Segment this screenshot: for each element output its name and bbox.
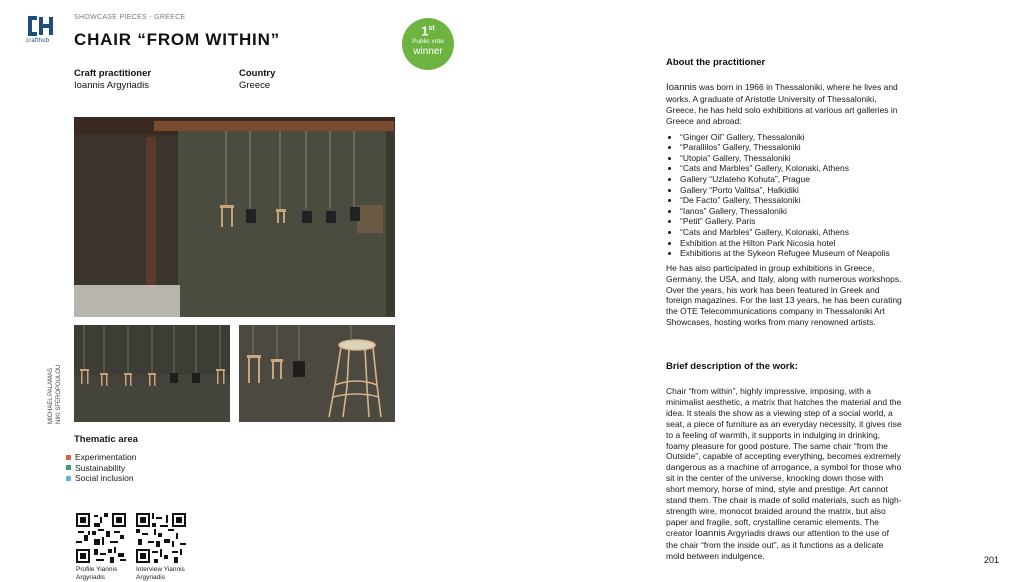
legend-item [66, 473, 136, 484]
badge-line2: winner [413, 46, 443, 58]
list-item: • “De Facto” Gallery, Thessaloniki [680, 195, 902, 206]
list-item: • Exhibitions at the Sykeon Refugee Museum of Neapolis [680, 248, 902, 259]
description-body [666, 386, 902, 562]
credit-line1: MICHAEL PALAMAS [48, 367, 54, 424]
about-section [666, 82, 902, 328]
gallery-hall-image [74, 117, 395, 317]
profile-qr-code[interactable] [76, 513, 126, 563]
qr-caption-line: Profile Yiannis [76, 566, 118, 573]
logo-text: crafthub [26, 38, 50, 44]
practitioner-label: Craft practitioner [74, 68, 152, 79]
list-item: • “Cats and Marbles” Gallery, Kolonaki, Athens [680, 163, 902, 174]
legend-label: Sustainability [75, 462, 126, 473]
list-item: • “Utopia” Gallery, Thessaloniki [680, 153, 902, 164]
description-heading: Brief description of the work: [666, 361, 798, 372]
page-number: 201 [984, 555, 1000, 565]
crafthub-logo-icon [26, 15, 54, 37]
legend-item [66, 452, 136, 463]
about-heading: About the practitioner [666, 57, 766, 68]
list-item: • “Ginger Oil” Gallery, Thessaloniki [680, 132, 902, 143]
practitioner-value: Ioannis Argyriadis [74, 80, 149, 91]
public-vote-badge [402, 18, 454, 70]
description-text-2: Argyriadis draws our attention to the use of the chair “from the inside out”, as it functions as a delicate mold between indulgence. [666, 527, 889, 561]
description-name: Ioannis [694, 527, 726, 539]
list-item: • Gallery “Porto Valitsa”, Halkidiki [680, 185, 902, 196]
country-value: Greece [239, 80, 271, 91]
interview-qr-caption [136, 566, 196, 581]
list-item: • Exhibition at the Hilton Park Nicosia hotel [680, 238, 902, 249]
description-section [666, 386, 902, 562]
qr-caption-line: Argyriadis [76, 573, 105, 581]
legend-label: Social inclusion [75, 473, 134, 484]
about-intro-rest: was born in 1966 in Thessaloniki, where he lives and works. A graduate of Aristotle University of Thessaloniki, Greece, he has held solo exhibitions at various art galleries in Greece and abroad: [666, 82, 898, 126]
qr-caption-line: Argyriadis [136, 573, 165, 581]
hanging-chairs-photo [74, 325, 230, 422]
crafthub-logo [26, 15, 56, 44]
profile-qr-caption [76, 566, 136, 581]
about-intro-name: Ioannis [666, 82, 697, 93]
photo-credit [48, 330, 68, 426]
about-outro: He has also participated in group exhibitions in Greece, Germany, the USA, and Italy, along with numerous workshops. Over the years, his work has been featured in Greek and foreign magazines. For the last 13 years, he has been curating the OTE Telecommunications company in Thessaloniki Art Showcases, hosting works from many renowned artists. [666, 262, 902, 328]
qr-caption-line: Interview Yiannis [136, 566, 185, 573]
page-title: CHAIR “FROM WITHIN” [74, 30, 280, 49]
hanging-chairs-image [74, 325, 230, 422]
section-kicker: SHOWCASE PIECES - GREECE [74, 14, 186, 21]
thematic-legend [66, 452, 136, 484]
list-item: • Gallery “Uzlateho Kohuta”, Prague [680, 174, 902, 185]
list-item: • “Petit” Gallery. Paris [680, 216, 902, 227]
main-exhibition-photo [74, 117, 395, 317]
about-intro [666, 82, 902, 127]
list-item: • “Parallilos” Gallery, Thessaloniki [680, 142, 902, 153]
interview-qr-code[interactable] [136, 513, 186, 563]
chair-closeup-image [239, 325, 395, 422]
chair-closeup-photo [239, 325, 395, 422]
list-item: • “Cats and Marbles” Gallery, Kolonaki, Athens [680, 227, 902, 238]
legend-label: Experimentation [75, 452, 137, 463]
badge-rank: 1st [421, 23, 435, 39]
legend-item [66, 463, 136, 474]
list-item: • “Ianos” Gallery, Thessaloniki [680, 206, 902, 217]
square-bullet-icon [66, 476, 71, 481]
square-bullet-icon [66, 465, 71, 470]
country-label: Country [239, 68, 276, 79]
description-text-1: Chair “from within”, highly impressive, imposing, with a minimalist aesthetic, a matrix that hatches the material and the idea. It steals the show as a viewing step of a social world, a seat, a piece of furniture as an everyday necessity, it gives rise to a feeling of warmth, it supports in indulging in drinking, foamy pleasure for good posture. The same chair “from the Outside”, capable of accepting everything, becomes extremely dangerous as a machine of arrogance, a symbol for those who sit in the center of the universe, knocking down those with short memory, horse of mind, style and prestige. Art cannot stand them. The chair is made of solid materials, such as high-strength wire, monocot braided around the matrix, but also paper and fragile, soft, crystalline ceramic elements. The creator [666, 386, 902, 538]
exhibition-list [666, 132, 902, 259]
credit-line2: NIKI SFEROPOULOU [56, 364, 62, 424]
thematic-area-title: Thematic area [74, 434, 138, 445]
square-bullet-icon [66, 455, 71, 460]
badge-line1: Public vote [412, 38, 444, 46]
